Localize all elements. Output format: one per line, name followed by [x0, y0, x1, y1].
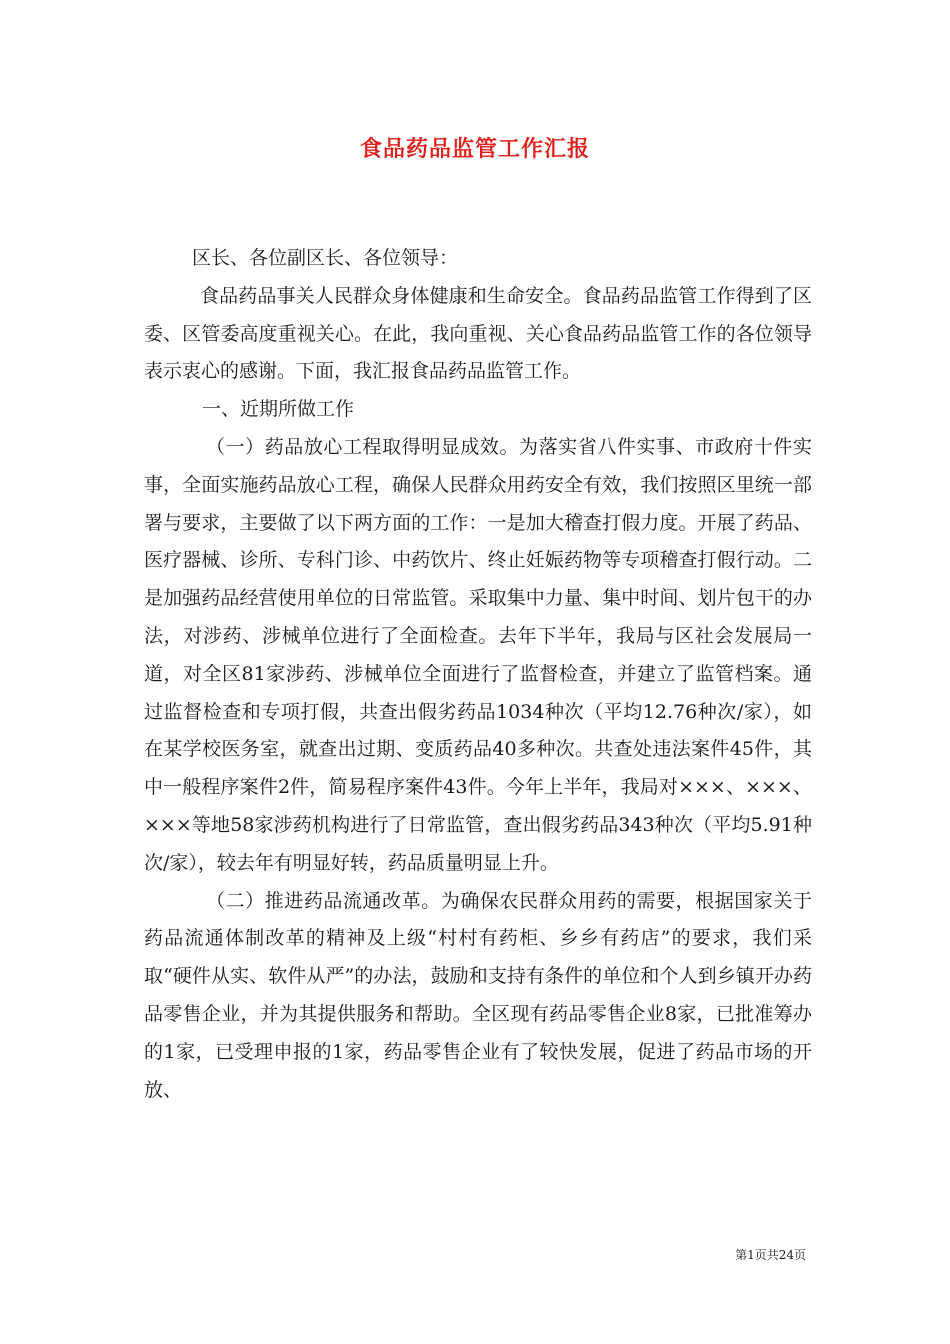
document-body: [144, 240, 812, 1109]
page-number: 第1页共24页: [735, 1248, 806, 1262]
greeting-line: 区长、各位副区长、各位领导：: [192, 247, 459, 269]
document-title: 食品药品监管工作汇报: [359, 136, 590, 162]
body-paragraph: （二）推进药品流通改革。为确保农民群众用药的需要，根据国家关于药品流通体制改革的精神及上级“村村有药柜、乡乡有药店”的要求，我们采取“硬件从实、软件从严”的办法，鼓励和支持有条件的单位和个人到乡镇开办药品零售企业，并为其提供服务和帮助。全区现有药品零售企业8家，已批准筹办的1家，已受理申报的1家，药品零售企业有了较快发展，促进了药品市场的开放、: [144, 889, 812, 1101]
section-heading: 一、近期所做工作: [202, 398, 355, 421]
body-paragraph: （一）药品放心工程取得明显成效。为落实省八件实事、市政府十件实事，全面实施药品放心工程，确保人民群众用药安全有效，我们按照区里统一部署与要求，主要做了以下两方面的工作：一是加大稽查打假力度。开展了药品、医疗器械、诊所、专科门诊、中药饮片、终止妊娠药物等专项稽查打假行动。二是加强药品经营使用单位的日常监管。采取集中力量、集中时间、划片包干的办法，对涉药、涉械单位进行了全面检查。去年下半年，我局与区社会发展局一道，对全区81家涉药、涉械单位全面进行了监督检查，并建立了监管档案。通过监督检查和专项打假，共查出假劣药品1034种次（平均12.76种次/家），如在某学校医务室，就查出过期、变质药品40多种次。共查处违法案件45件，其中一般程序案件2件，简易程序案件43件。今年上半年，我局对×××、×××、×××等地58家涉药机构进行了日常监管，查出假劣药品343种次（平均5.91种次/家），较去年有明显好转，药品质量明显上升。: [144, 435, 812, 874]
intro-paragraph: 食品药品事关人民群众身体健康和生命安全。食品药品监管工作得到了区委、区管委高度重视关心。在此，我向重视、关心食品药品监管工作的各位领导表示衷心的感谢。下面，我汇报食品药品监管工作。: [144, 284, 812, 383]
